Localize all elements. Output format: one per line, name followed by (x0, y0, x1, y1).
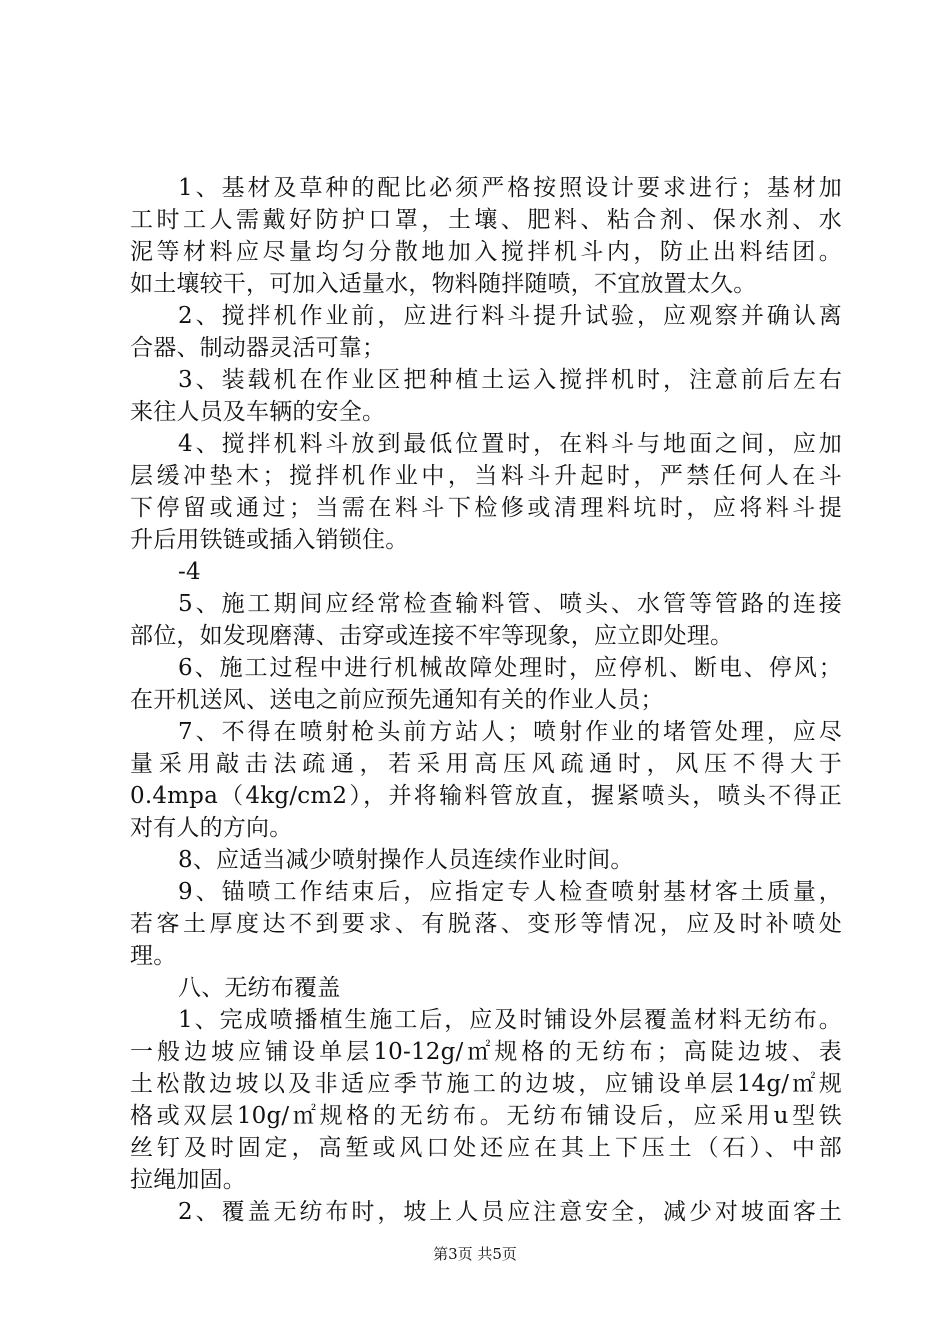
text-line: 9、锚喷工作结束后，应指定专人检查喷射基材客土质量， (178, 879, 842, 905)
text-line: 来往人员及车辆的安全。 (130, 399, 386, 425)
document-body (130, 172, 842, 1228)
text-line: 4、搅拌机料斗放到最低位置时，在料斗与地面之间，应加 (178, 431, 842, 457)
text-line: 2、覆盖无纺布时，坡上人员应注意安全，减少对坡面客土 (178, 1199, 842, 1225)
text-line: 下停留或通过；当需在料斗下检修或清理料坑时，应将料斗提 (130, 495, 842, 521)
text-line: 2、搅拌机作业前，应进行料斗提升试验，应观察并确认离 (178, 303, 842, 329)
text-line: 1、完成喷播植生施工后，应及时铺设外层覆盖材料无纺布。 (178, 1007, 842, 1033)
page-footer: 第3页 共5页 (433, 1245, 517, 1263)
text-line: 如土壤较干，可加入适量水，物料随拌随喷，不宜放置太久。 (130, 271, 757, 297)
text-line: 合器、制动器灵活可靠； (130, 335, 386, 361)
text-line: 1、基材及草种的配比必须严格按照设计要求进行；基材加 (178, 175, 842, 201)
text-line: 升后用铁链或插入销锁住。 (130, 527, 409, 553)
text-line: 0.4mpa（4kg/cm2），并将输料管放直，握紧喷头，喷头不得正 (130, 783, 842, 809)
text-line: 拉绳加固。 (130, 1167, 246, 1193)
text-line: 若客土厚度达不到要求、有脱落、变形等情况，应及时补喷处 (130, 911, 842, 937)
text-line: 对有人的方向。 (130, 815, 293, 841)
text-line: 6、施工过程中进行机械故障处理时，应停机、断电、停风； (178, 655, 842, 681)
text-line: 8、应适当减少喷射操作人员连续作业时间。 (178, 847, 634, 873)
text-line: 工时工人需戴好防护口罩，土壤、肥料、粘合剂、保水剂、水 (130, 207, 842, 233)
text-line: 一般边坡应铺设单层10-12g/㎡规格的无纺布；高陡边坡、表 (130, 1039, 842, 1065)
text-line: 泥等材料应尽量均匀分散地加入搅拌机斗内，防止出料结团。 (130, 239, 842, 265)
text-line: 格或双层10g/㎡规格的无纺布。无纺布铺设后，应采用u型铁 (130, 1103, 842, 1129)
text-line: 5、施工期间应经常检查输料管、喷头、水管等管路的连接 (178, 591, 842, 617)
text-line: 在开机送风、送电之前应预先通知有关的作业人员； (130, 687, 664, 713)
text-line: 部位，如发现磨薄、击穿或连接不牢等现象，应立即处理。 (130, 623, 734, 649)
text-line: 量采用敲击法疏通，若采用高压风疏通时，风压不得大于 (130, 751, 842, 777)
text-line: 丝钉及时固定，高堑或风口处还应在其上下压土（石）、中部 (130, 1135, 842, 1161)
text-line: 7、不得在喷射枪头前方站人；喷射作业的堵管处理，应尽 (178, 719, 842, 745)
text-line: 八、无纺布覆盖 (178, 975, 341, 1001)
text-line: 3、装载机在作业区把种植土运入搅拌机时，注意前后左右 (178, 367, 842, 393)
text-line: -4 (178, 559, 201, 585)
text-line: 土松散边坡以及非适应季节施工的边坡，应铺设单层14g/㎡规 (130, 1071, 842, 1097)
text-line: 层缓冲垫木；搅拌机作业中，当料斗升起时，严禁任何人在斗 (130, 463, 842, 489)
text-line: 理。 (130, 943, 177, 969)
